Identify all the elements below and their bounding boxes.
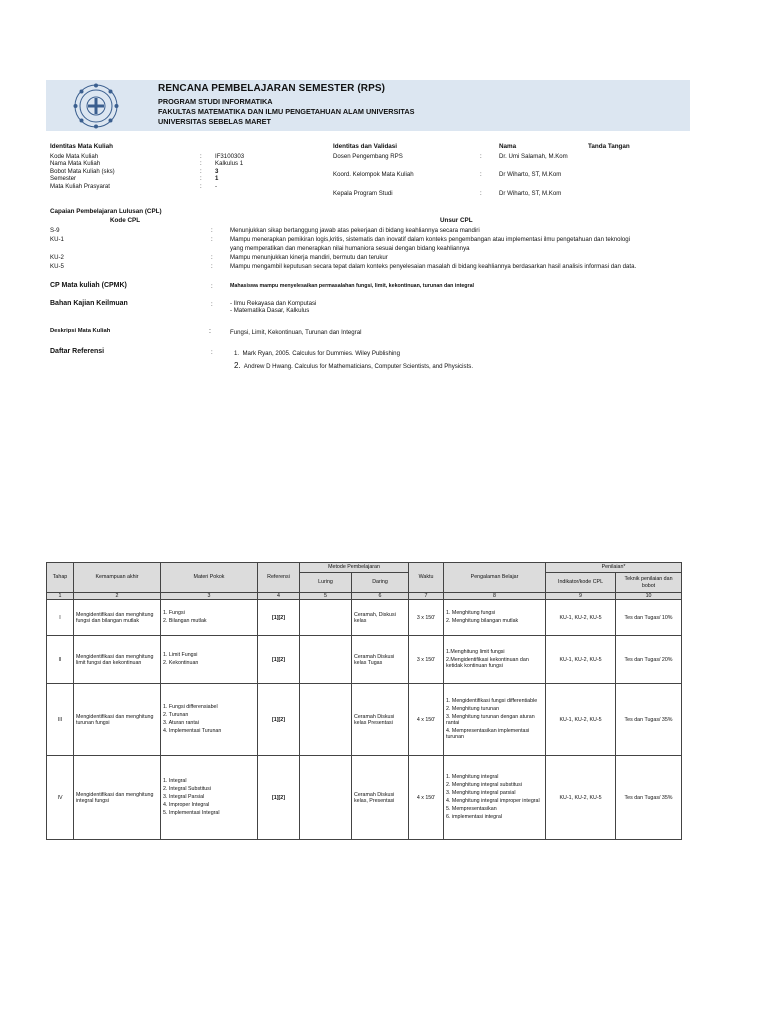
nama-value: Kalkulus 1 (215, 160, 244, 168)
pengalaman-item: 1. Mengidentifikasi fungsi differentiable (446, 697, 538, 704)
pengalaman-item: 6. implementasi integral (446, 813, 502, 820)
separator: : (209, 328, 211, 335)
pengalaman-cell (444, 600, 546, 636)
referensi-text: Andrew D Hwang. Calculus for Mathematicians, Computer Scientists, and Physicists. (243, 363, 474, 370)
materi-item: 3. Aturan rantai (163, 719, 199, 726)
header-indikator: Indikator/kode CPL (546, 573, 616, 593)
materi-cell (161, 600, 258, 636)
separator: : (211, 263, 213, 270)
pengalaman-item: 1.Menghitung limit fungsi (446, 648, 505, 655)
referensi-cell: [1][2] (258, 636, 300, 684)
indikator-cell: KU-1, KU-2, KU-5 (546, 756, 616, 840)
daring-cell: Ceramah, Diskusi kelas (352, 600, 409, 636)
referensi-cell: [1][2] (258, 600, 300, 636)
daring-cell: Ceramah Diskusi kelas Tugas (352, 636, 409, 684)
tanda-tangan-heading: Tanda Tangan (588, 143, 630, 150)
kemampuan-cell: Mengidentifikasi dan menghitung turunan fungsi (74, 684, 161, 756)
bobot-label: Bobot Mata Kuliah (sks) (50, 167, 115, 175)
referensi-item-1 (234, 350, 400, 357)
pengalaman-item: 1. Menghitung fungsi (446, 609, 496, 616)
pengalaman-item: 1. Menghitung integral (446, 773, 499, 780)
pengalaman-item: 4. Menghitung integral improper integral (446, 797, 540, 804)
pengalaman-item: 2. Menghitung integral substitusi (446, 781, 522, 788)
validasi-kaprodi-label: Kepala Program Studi (333, 190, 393, 197)
prasyarat-label: Mata Kuliah Prasyarat (50, 182, 110, 190)
materi-cell (161, 636, 258, 684)
identitas-labels (50, 153, 115, 190)
cpl-code: KU-5 (50, 263, 64, 270)
materi-item: 2. Kekontinuan (163, 659, 199, 666)
kode-cpl-heading: Kode CPL (110, 217, 141, 224)
referensi-cell: [1][2] (258, 756, 300, 840)
separator: : (480, 171, 482, 178)
column-number: 4 (258, 593, 300, 600)
column-number: 10 (616, 593, 682, 600)
bahan-kajian-item: - Matematika Dasar, Kalkulus (230, 307, 310, 315)
column-number: 2 (74, 593, 161, 600)
separator: : (211, 283, 213, 290)
referensi-item-2 (234, 362, 473, 370)
bahan-kajian-label: Bahan Kajian Keilmuan (50, 300, 128, 307)
header-penilaian: Penilaian* (546, 563, 682, 573)
header-tahap: Tahap (47, 563, 74, 593)
cpmk-label: CP Mata kuliah (CPMK) (50, 282, 127, 289)
pengalaman-item: 2. Menghitung bilangan mutlak (446, 617, 519, 624)
waktu-cell: 3 x 150' (409, 600, 444, 636)
identitas-values (215, 153, 244, 190)
materi-item: 4. Implementasi Turunan (163, 727, 222, 734)
teknik-cell: Tes dan Tugas/ 10% (616, 600, 682, 636)
semester-value: 1 (215, 175, 219, 183)
validasi-koord-label: Koord. Kelompok Mata Kuliah (333, 171, 414, 178)
separator: : (480, 190, 482, 197)
document-title: RENCANA PEMBELAJARAN SEMESTER (RPS) (158, 83, 386, 94)
column-number: 9 (546, 593, 616, 600)
luring-cell (300, 756, 352, 840)
waktu-cell: 3 x 150' (409, 636, 444, 684)
header-teknik: Teknik penilaian dan bobot (616, 573, 682, 593)
semester-label: Semester (50, 175, 77, 183)
cpl-text: Mampu mengambil keputusan secara tepat dalam konteks penyelesaian masalah di bidang keahliannya berdasarkan hasil analisis informasi dan data. (230, 263, 637, 270)
materi-item: 5. Implementasi Integral (163, 809, 220, 816)
cpl-text: Mampu menunjukkan kinerja mandiri, bermutu dan terukur (230, 254, 388, 261)
bahan-kajian-list (230, 300, 316, 315)
faculty-name: FAKULTAS MATEMATIKA DAN ILMU PENGETAHUAN ALAM UNIVERSITAS (158, 107, 415, 116)
rps-schedule-table (46, 562, 682, 840)
referensi-number: 2. (234, 361, 241, 370)
pengalaman-cell (444, 684, 546, 756)
tahap-cell: IV (47, 756, 74, 840)
materi-item: 2. Integral Substitusi (163, 785, 211, 792)
cpl-text: Mampu menerapkan pemikiran logis,kritis, sistematis dan inovatif dalam konteks pengembangan atau implementasi ilmu pengetahuan dan teknologi (230, 236, 631, 243)
separator: : (211, 236, 213, 243)
materi-item: 1. Limit Fungsi (163, 651, 198, 658)
cpl-text-continued: yang memperatikan dan menerapkan nilai humaniora sesuai dengan bidang keahliannya (230, 245, 470, 252)
materi-cell (161, 684, 258, 756)
university-logo (68, 82, 124, 130)
deskripsi-label: Deskripsi Mata Kuliah (50, 328, 111, 334)
table-row (47, 600, 682, 636)
separator: : (200, 175, 202, 183)
cpl-code: S-9 (50, 227, 60, 234)
nama-column-heading: Nama (499, 143, 517, 150)
waktu-cell: 4 x 150' (409, 684, 444, 756)
tahap-cell: II (47, 636, 74, 684)
identitas-separators (200, 153, 202, 190)
bobot-value: 3 (215, 167, 219, 175)
separator: : (211, 349, 213, 356)
tahap-cell: I (47, 600, 74, 636)
header-pengalaman: Pengalaman Belajar (444, 563, 546, 593)
cpl-text: Menunjukkan sikap bertanggung jawab atas pekerjaan di bidang keahliannya secara mandiri (230, 227, 480, 234)
daring-cell: Ceramah Diskusi kelas, Presentasi (352, 756, 409, 840)
materi-item: 2. Turunan (163, 711, 189, 718)
kode-value: IF3100303 (215, 153, 245, 160)
validasi-kaprodi-nama: Dr Wiharto, ST, M.Kom (499, 190, 562, 197)
materi-item: 2. Bilangan mutlak (163, 617, 207, 624)
indikator-cell: KU-1, KU-2, KU-5 (546, 600, 616, 636)
materi-item: 1. Integral (163, 777, 187, 784)
cpl-code: KU-1 (50, 236, 64, 243)
cpl-heading: Capaian Pembelajaran Lulusan (CPL) (50, 208, 162, 215)
pengalaman-item: 4. Mempresentasikan implementasi turunan (446, 727, 530, 741)
header-kemampuan: Kemampuan akhir (74, 563, 161, 593)
column-number: 3 (161, 593, 258, 600)
pengalaman-item: 5. Mempresentasikan (446, 805, 497, 812)
referensi-number: 1. (234, 350, 240, 357)
materi-item: 4. Improper Integral (163, 801, 210, 808)
luring-cell (300, 684, 352, 756)
university-name: UNIVERSITAS SEBELAS MARET (158, 117, 271, 126)
header-metode: Metode Pembelajaran (300, 563, 409, 573)
header-luring: Luring (300, 573, 352, 593)
column-number: 1 (47, 593, 74, 600)
luring-cell (300, 600, 352, 636)
kemampuan-cell: Mengidentifikasi dan menghitung limit fungsi dan kekontinuan (74, 636, 161, 684)
pengalaman-item: 2. Menghitung turunan (446, 705, 500, 712)
referensi-label: Daftar Referensi (50, 348, 105, 355)
materi-cell (161, 756, 258, 840)
referensi-text: Mark Ryan, 2005. Calculus for Dummies. Wiley Publishing (242, 350, 400, 357)
indikator-cell: KU-1, KU-2, KU-5 (546, 636, 616, 684)
separator: : (480, 153, 482, 160)
kode-label: Kode Mata Kuliah (50, 153, 99, 160)
validasi-dosen-nama: Dr. Umi Salamah, M.Kom (499, 153, 568, 160)
unsur-cpl-heading: Unsur CPL (440, 217, 473, 224)
cpmk-value: Mahasiswa mampu menyelesaikan permasalahan fungsi, limit, kekontinuan, turunan dan integral (230, 283, 475, 289)
pengalaman-item: 3. Menghitung turunan dengan aturan rantai (446, 713, 535, 726)
column-number: 7 (409, 593, 444, 600)
nama-label: Nama Mata Kuliah (50, 160, 101, 168)
waktu-cell: 4 x 150' (409, 756, 444, 840)
program-name: PROGRAM STUDI INFORMATIKA (158, 97, 273, 106)
bahan-kajian-item: - Ilmu Rekayasa dan Komputasi (230, 300, 317, 307)
deskripsi-value: Fungsi, Limit, Kekontinuan, Turunan dan Integral (230, 329, 362, 336)
validasi-koord-nama: Dr Wiharto, ST, M.Kom (499, 171, 562, 178)
teknik-cell: Tes dan Tugas/ 35% (616, 756, 682, 840)
column-number: 6 (352, 593, 409, 600)
header-daring: Daring (352, 573, 409, 593)
kemampuan-cell: Mengidentifikasi dan menghitung integral fungsi (74, 756, 161, 840)
identitas-heading: Identitas Mata Kuliah (50, 143, 113, 150)
separator: : (211, 227, 213, 234)
pengalaman-cell (444, 756, 546, 840)
column-number: 8 (444, 593, 546, 600)
validasi-heading: Identitas dan Validasi (333, 143, 398, 150)
materi-item: 1. Fungsi differensiabel (163, 703, 218, 710)
table-row (47, 636, 682, 684)
referensi-cell: [1][2] (258, 684, 300, 756)
table-row (47, 684, 682, 756)
validasi-dosen-label: Dosen Pengembang RPS (333, 153, 403, 160)
teknik-cell: Tes dan Tugas/ 35% (616, 684, 682, 756)
pengalaman-item: 2.Mengidentifikasi kekontinuan dan ketidak kontinuan fungsi (446, 656, 529, 670)
teknik-cell: Tes dan Tugas/ 20% (616, 636, 682, 684)
separator: : (200, 160, 202, 168)
separator: : (211, 254, 213, 261)
luring-cell (300, 636, 352, 684)
column-number: 5 (300, 593, 352, 600)
header-referensi: Referensi (258, 563, 300, 593)
materi-item: 3. Integral Parsial (163, 793, 205, 800)
materi-item: 1. Fungsi (163, 609, 185, 616)
separator: : (200, 153, 202, 160)
indikator-cell: KU-1, KU-2, KU-5 (546, 684, 616, 756)
separator: : (200, 167, 202, 175)
pengalaman-item: 3. Menghitung integral parsial (446, 789, 516, 796)
header-waktu: Waktu (409, 563, 444, 593)
prasyarat-value: - (215, 182, 218, 190)
header-materi: Materi Pokok (161, 563, 258, 593)
separator: : (211, 301, 213, 308)
kemampuan-cell: Mengidentifikasi dan menghitung fungsi dan bilangan mutlak (74, 600, 161, 636)
tahap-cell: III (47, 684, 74, 756)
separator: : (200, 182, 202, 190)
daring-cell: Ceramah Diskusi kelas Presentasi (352, 684, 409, 756)
cpl-code: KU-2 (50, 254, 64, 261)
table-row (47, 756, 682, 840)
pengalaman-cell (444, 636, 546, 684)
